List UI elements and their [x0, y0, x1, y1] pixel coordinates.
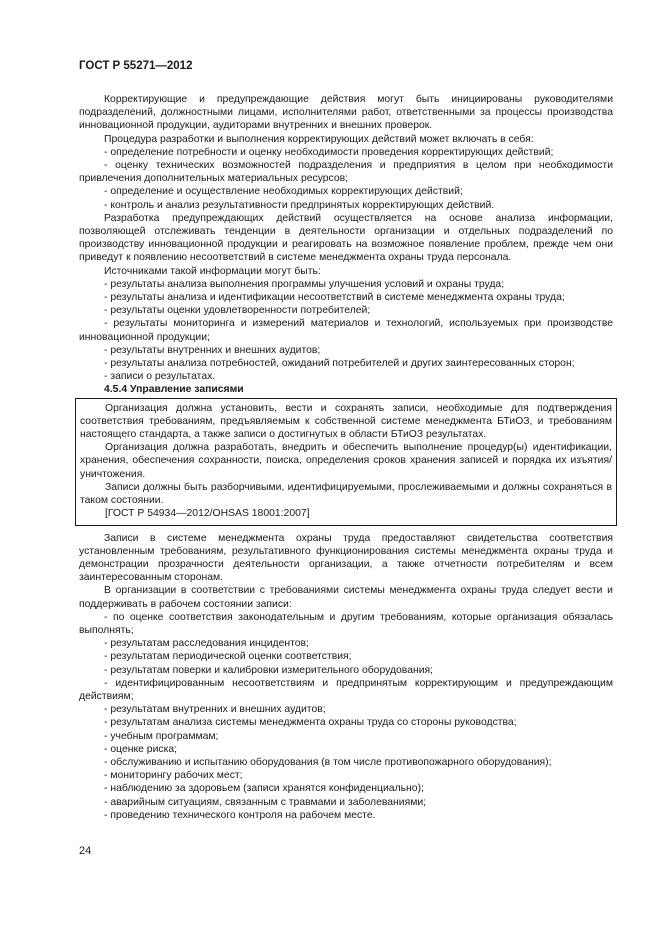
list-item: - результаты анализа выполнения программы улучшения условий и охраны труда;	[104, 278, 505, 290]
list-item: - результаты анализа потребностей, ожиданий потребителей и других заинтересованных сторон;	[104, 358, 575, 370]
paragraph: Источниками такой информации могут быть:	[104, 265, 321, 277]
list-item: - результаты внутренних и внешних аудитов;	[104, 344, 321, 356]
paragraph: Организация должна разработать, внедрить и обеспечить выполнение процедур(ы) идентификации, хранения, обеспечения сохранности, поиска, определения сроков хранения записей и порядка их изъятия/уничтожения.	[80, 442, 612, 480]
paragraph: Процедура разработки и выполнения корректирующих действий может включать в себя:	[104, 133, 534, 145]
page-number: 24	[79, 845, 92, 857]
records-section	[79, 532, 613, 822]
list-item: - результаты оценки удовлетворенности потребителей;	[104, 305, 371, 317]
intro-section	[79, 93, 613, 383]
list-item: - наблюдению за здоровьем (записи хранятся конфиденциально);	[104, 783, 424, 795]
section-title: 4.5.4 Управление записями	[104, 384, 244, 396]
list-item: - результатам поверки и калибровки измерительного оборудования;	[104, 664, 434, 676]
list-item: - результатам внутренних и внешних аудитов;	[104, 704, 326, 716]
quoted-requirement-box	[75, 398, 617, 526]
list-item: - результаты мониторинга и измерений материалов и технологий, используемых при производстве инновационной продукции;	[79, 318, 613, 343]
paragraph: Организация должна установить, вести и сохранять записи, необходимые для подтверждения соответствия требованиям, предъявляемым к собственной системе менеджмента БТиОЗ, и требованиям настоящего стандарта, а также записи о достигнутых в области БТиОЗ результатах.	[80, 402, 612, 441]
paragraph: В организации в соответствии с требованиями системы менеджмента охраны труда следует вести и поддерживать в рабочем состоянии записи:	[79, 585, 613, 610]
paragraph: Записи должны быть разборчивыми, идентифицируемыми, прослеживаемыми и должны сохраняться в таком состоянии.	[80, 481, 612, 507]
paragraph: Корректирующие и предупреждающие действия могут быть инициированы руководителями подразделений, должностными лицами, исполнителями работ, ответственными за процессы производства инновационной продукции, аудиторами внутренних и внешних проверок.	[79, 94, 613, 132]
list-item: - записи о результатах.	[104, 371, 216, 383]
list-item: - определение потребности и оценку необходимости проведения корректирующих действий;	[104, 146, 554, 158]
list-item: - идентифицированным несоответствиям и предпринятым корректирующим и предупреждающим действиям;	[79, 677, 613, 702]
list-item: - аварийным ситуациям, связанным с травмами и заболеваниями;	[104, 796, 427, 808]
reference: [ГОСТ Р 54934—2012/OHSAS 18001:2007]	[105, 508, 310, 520]
page-content	[79, 93, 613, 822]
list-item: - определение и осуществление необходимых корректирующих действий;	[104, 186, 463, 198]
list-item: - оценку технических возможностей подразделения и предприятия в целом при необходимости привлечения дополнительных материальных ресурсов;	[79, 160, 613, 185]
list-item: - мониторингу рабочих мест;	[104, 770, 243, 782]
list-item: - результатам расследования инцидентов;	[104, 638, 309, 650]
list-item: - результаты анализа и идентификации несоответствий в системе менеджмента охраны труда;	[104, 292, 565, 304]
list-item: - обслуживанию и испытанию оборудования (в том числе противопожарного оборудования);	[104, 756, 552, 768]
list-item: - результатам анализа системы менеджмента охраны труда со стороны руководства;	[104, 717, 517, 729]
list-item: - проведению технического контроля на рабочем месте.	[104, 809, 376, 821]
document-header: ГОСТ Р 55271—2012	[79, 60, 193, 72]
paragraph: Разработка предупреждающих действий осуществляется на основе анализа информации, позволяющей отслеживать тенденции в деятельности организации и отдельных подразделений по производству инновационной продукции и реагировать на возможное появление проблем, прежде чем они приведут к появлению несоответствий в системе менеджмента охраны труда персонала.	[79, 212, 613, 264]
list-item: - контроль и анализ результативности предпринятых корректирующих действий.	[104, 199, 495, 211]
list-item: - оценке риска;	[104, 743, 178, 755]
list-item: - по оценке соответствия законодательным и другим требованиям, которые организация обязалась выполнять;	[79, 611, 613, 636]
paragraph: Записи в системе менеджмента охраны труда предоставляют свидетельства соответствия установленным требованиям, результативного функционирования системы менеджмента охраны труда и демонстрации прозрачности деятельности организации, а также отчетности потребителям и всем заинтересованным сторонам.	[79, 532, 613, 584]
list-item: - результатам периодической оценки соответствия;	[104, 651, 352, 663]
list-item: - учебным программам;	[104, 730, 219, 742]
